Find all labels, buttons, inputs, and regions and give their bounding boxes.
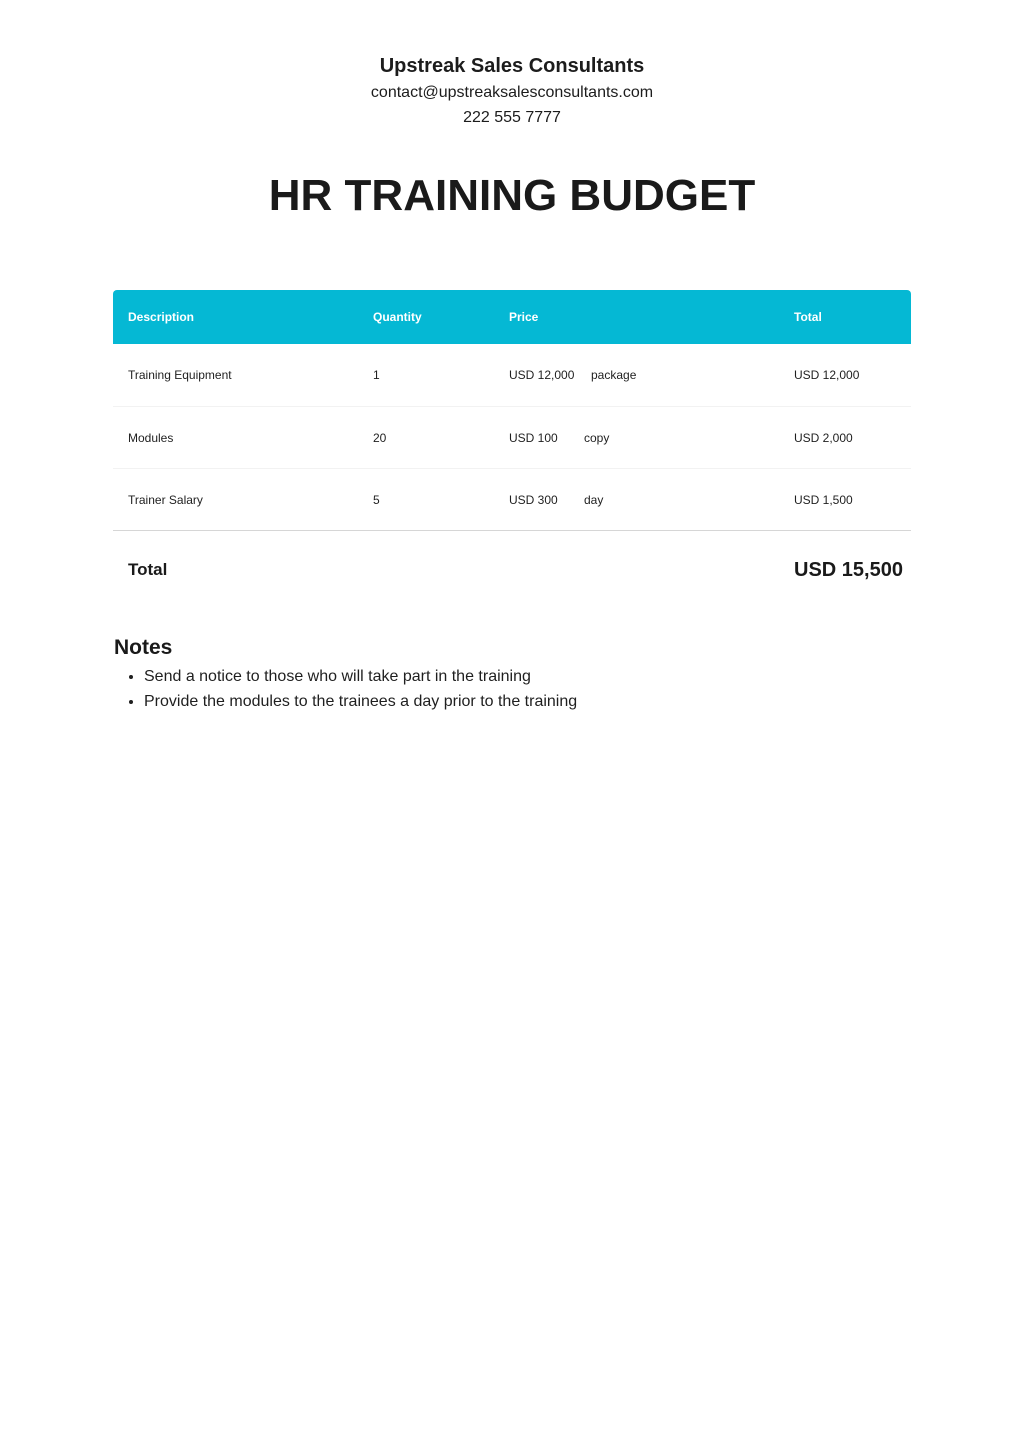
column-header-total: Total [794,310,822,324]
row-price-unit: day [584,492,604,507]
budget-table [113,290,911,611]
row-price: USD 300 [509,492,558,507]
column-header-description: Description [128,310,195,324]
table-row [113,469,911,531]
company-phone: 222 555 7777 [463,109,561,126]
column-header-price: Price [509,310,539,324]
row-price: USD 100 [509,430,558,445]
row-quantity: 1 [373,368,380,382]
company-name: Upstreak Sales Consultants [379,55,645,77]
table-header [113,290,911,344]
total-label: Total [128,560,168,579]
row-description: Trainer Salary [128,492,203,507]
row-quantity: 5 [373,492,380,507]
table-row [113,407,911,469]
note-item: • Provide the modules to the trainees a day prior to the training [144,689,914,714]
document-title: HR TRAINING BUDGET [268,171,756,220]
row-total: USD 12,000 [794,368,860,382]
notes-list [114,664,914,714]
row-description: Training Equipment [128,368,232,382]
row-total: USD 1,500 [794,492,853,507]
company-header [0,52,1024,130]
column-header-quantity: Quantity [373,310,422,324]
row-total: USD 2,000 [794,430,853,445]
total-value: USD 15,500 [794,559,903,581]
notes-title: Notes [114,636,173,659]
row-description: Modules [128,430,174,445]
row-price-unit: copy [584,430,610,445]
company-email: contact@upstreaksalesconsultants.com [370,84,654,101]
table-row [113,344,911,407]
row-price: USD 12,000 [509,368,575,382]
notes-section [114,634,914,714]
total-row [113,531,911,611]
row-price-unit: package [591,368,637,382]
note-item: • Send a notice to those who will take part in the training [144,664,914,689]
row-quantity: 20 [373,430,387,445]
